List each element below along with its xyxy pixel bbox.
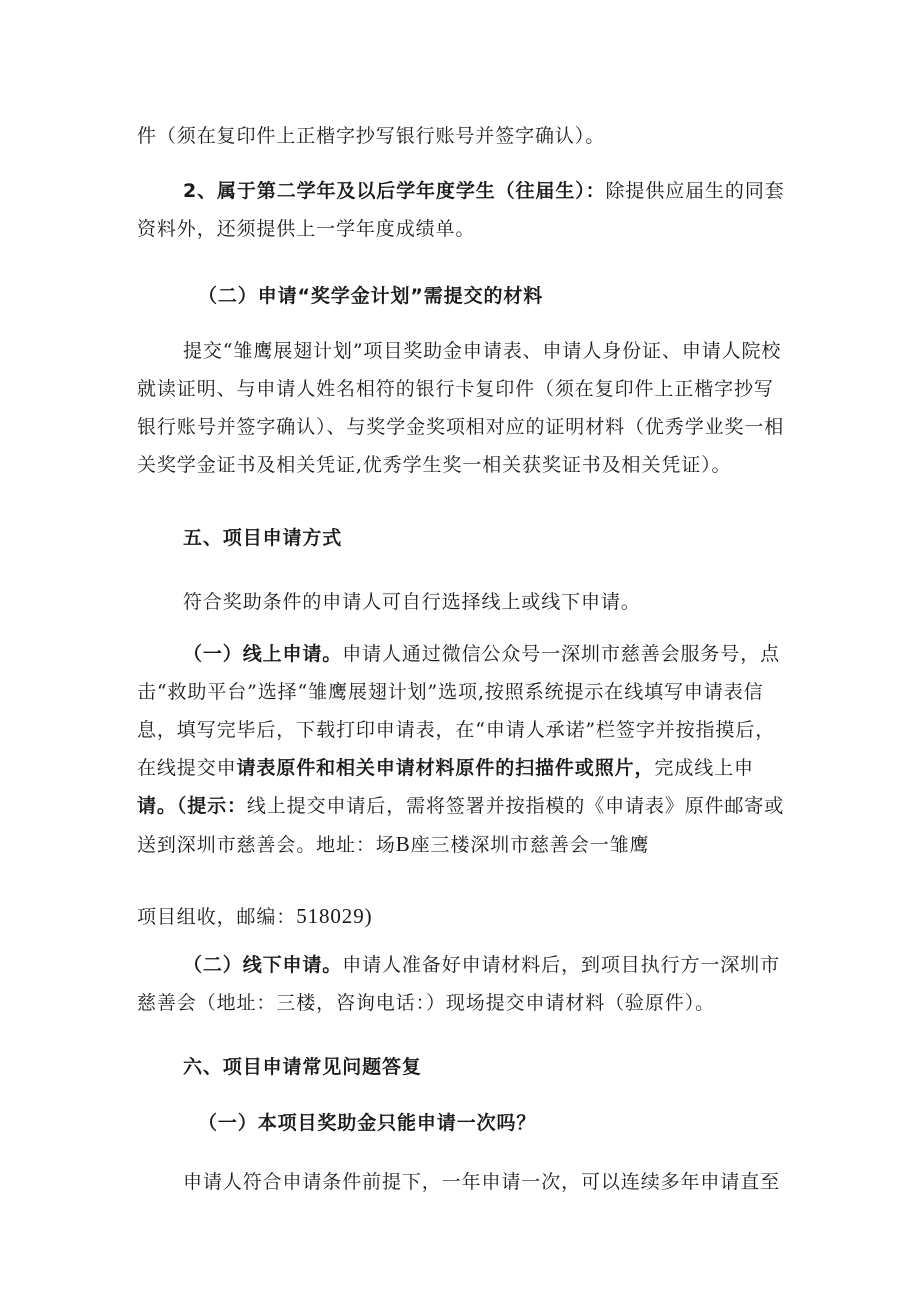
paragraph-scholarship-materials xyxy=(137,332,785,484)
subheading-scholarship-materials: （二）申请“奖学金计划”需提交的材料 xyxy=(198,285,544,307)
paragraph-faq-answer: 申请人符合申请条件前提下，一年申请一次，可以连续多年申请直至 xyxy=(183,1171,781,1193)
paragraph-bold-text: 请。（提示： xyxy=(137,795,247,817)
paragraph-letter: B xyxy=(395,832,411,856)
postcode: 518029) xyxy=(296,904,373,928)
paragraph-application-choice: 符合奖助条件的申请人可自行选择线上或线下申请。 xyxy=(183,591,641,613)
paragraph-text: 除提供应届生的同套资料外，还须提供上一学年度成绩单。 xyxy=(137,180,785,240)
paragraph-text: 座三楼深圳市慈善会一雏鹰 xyxy=(410,834,650,856)
offline-title: （二）线下申请。 xyxy=(183,954,343,976)
paragraph-offline-application xyxy=(137,946,785,1022)
paragraph-bold-lead: 2、属于第二学年及以后学年度学生（往届生）： xyxy=(183,180,606,202)
section-heading-6: 六、项目申请常见问题答复 xyxy=(183,1056,422,1078)
paragraph-text: 申请人通过微信公众号一深圳市慈善会服务号，点击“救助平台”选择“雏鹰展翅计划”选项,按照系统提示在线填写申请表信息，填写完毕后，下载打印申请表，在“申请人承诺”栏签字并按指摸后，在线提交申 xyxy=(137,643,781,779)
paragraph-continuation xyxy=(137,117,785,155)
section-heading-5: 五、项目申请方式 xyxy=(183,527,343,549)
paragraph-text: 线上提交申请后，需将签署并按指模的《申请表》原件邮寄或送到深圳市慈善会。地址：场 xyxy=(137,795,785,856)
paragraph-postcode-line xyxy=(137,897,373,936)
paragraph-bold-text: 请表原件和相关申请材料原件的扫描件或照片， xyxy=(236,757,655,779)
paragraph-text: 件（须在复印件上正楷字抄写银行账号并签字确认）。 xyxy=(137,125,606,147)
faq-question-1: （一）本项目奖助金只能申请一次吗？ xyxy=(198,1112,537,1134)
paragraph-returning-students xyxy=(137,172,785,248)
paragraph-text: 项目组收，邮编： xyxy=(137,906,297,928)
paragraph-text: 提交“雏鹰展翅计划”项目奖助金申请表、申请人身份证、申请人院校就读证明、与申请人姓名相符的银行卡复印件（须在复印件上正楷字抄写银行账号并签字确认）、与奖学金奖项相对应的证明材料（优秀学业奖一相关奖学金证书及相关凭证,优秀学生奖一相关获奖证书及相关凭证）。 xyxy=(137,340,785,476)
paragraph-text: 完成线上申 xyxy=(654,757,754,779)
paragraph-online-application xyxy=(137,635,785,864)
paragraph-text: 申请人准备好申请材料后，到项目执行方一深圳市慈善会（地址：三楼，咨询电话：）现场提交申请材料（验原件）。 xyxy=(137,954,781,1014)
online-title: （一）线上申请。 xyxy=(183,643,343,665)
